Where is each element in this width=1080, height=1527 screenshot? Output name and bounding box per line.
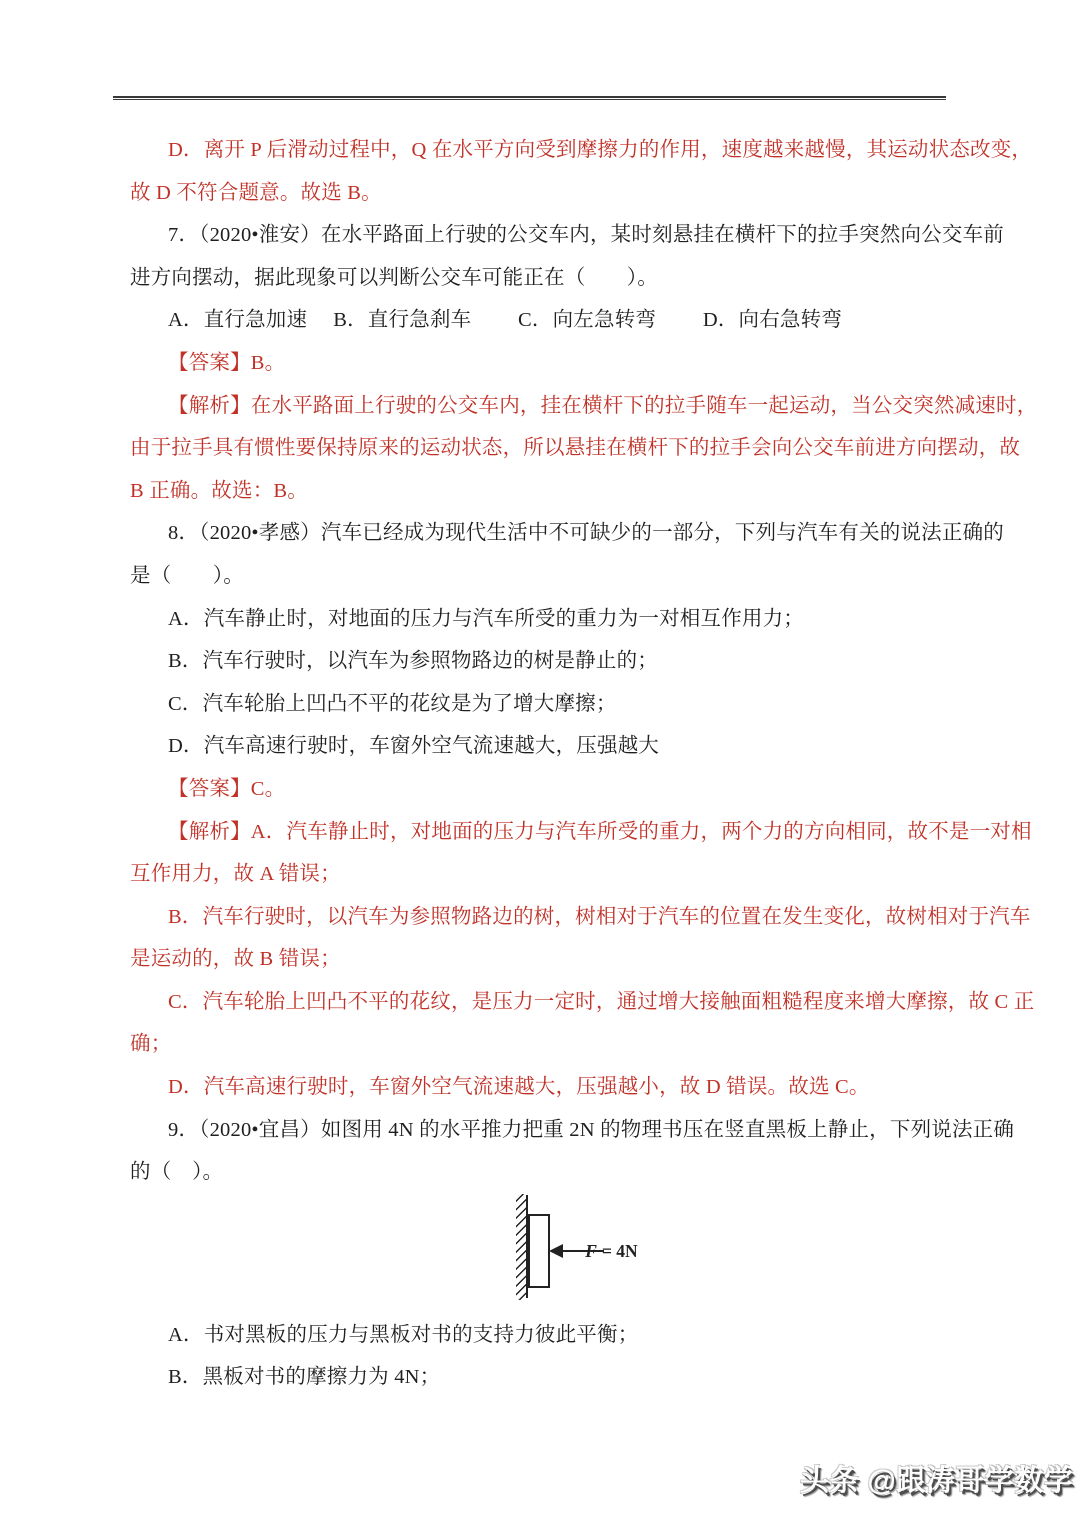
text-line: 故 D 不符合题意。故选 B。: [130, 181, 382, 204]
text-line: B．黑板对书的摩擦力为 4N；: [168, 1366, 441, 1389]
text-line: C．汽车轮胎上凹凸不平的花纹是为了增大摩擦；: [168, 692, 617, 715]
text-line: A．直行急加速 B．直行急刹车 C．向左急转弯 D．向右急转弯: [168, 309, 843, 332]
text-line: D．汽车高速行驶时，车窗外空气流速越大，压强越大: [168, 735, 660, 758]
wall-hatch-pattern: [516, 1194, 526, 1300]
text-line: 的（ ）。: [130, 1161, 224, 1184]
text-line: 由于拉手具有惯性要保持原来的运动状态，所以悬挂在横杆下的拉手会向公交车前进方向摆动，故: [130, 437, 1021, 460]
text-line: 【答案】C。: [168, 777, 286, 800]
text-line: C．汽车轮胎上凹凸不平的花纹，是压力一定时，通过增大接触面粗糙程度来增大摩擦，故 C 正: [168, 990, 1035, 1013]
text-block-lower: [130, 1314, 956, 1399]
text-block-upper: [130, 129, 1038, 1194]
physics-figure-book-on-blackboard: [130, 1194, 956, 1306]
text-line: 互作用力，故 A 错误；: [130, 863, 341, 886]
text-line: D．汽车高速行驶时，车窗外空气流速越大，压强越小，故 D 错误。故选 C。: [168, 1076, 870, 1099]
text-line: A．书对黑板的压力与黑板对书的支持力彼此平衡；: [168, 1323, 639, 1346]
text-line: B．汽车行驶时，以汽车为参照物路边的树是静止的；: [168, 650, 658, 673]
force-label: [559, 1220, 638, 1283]
text-line: 8．（2020•孝感）汽车已经成为现代生活中不可缺少的一部分，下列与汽车有关的说法正确的: [168, 522, 1004, 545]
text-line: 是（ ）。: [130, 564, 244, 587]
text-line: 是运动的，故 B 错误；: [130, 948, 341, 971]
watermark-text: 头条 @跟涛哥学数学: [800, 1465, 1074, 1497]
book-rect: [528, 1214, 550, 1288]
text-line: 【答案】B。: [168, 351, 286, 374]
document-body: [130, 129, 1038, 1399]
text-line: B 正确。故选：B。: [130, 479, 308, 502]
text-line: A．汽车静止时，对地面的压力与汽车所受的重力为一对相互作用力；: [168, 607, 805, 630]
text-line: 确；: [130, 1033, 172, 1056]
text-line: D．离开 P 后滑动过程中，Q 在水平方向受到摩擦力的作用，速度越来越慢，其运动状态改变，: [168, 139, 1033, 161]
text-line: 7．（2020•淮安）在水平路面上行驶的公交车内，某时刻悬挂在横杆下的拉手突然向公交车前: [168, 224, 1004, 247]
text-line: 【解析】在水平路面上行驶的公交车内，挂在横杆下的拉手随车一起运动，当公交突然减速时，: [168, 394, 1038, 417]
force-symbol: F: [585, 1240, 597, 1261]
header-divider-rule: [113, 96, 946, 100]
text-line: 【解析】A．汽车静止时，对地面的压力与汽车所受的重力，两个力的方向相同，故不是一对相: [168, 820, 1032, 843]
text-line: 进方向摆动，据此现象可以判断公交车可能正在（ ）。: [130, 266, 658, 289]
text-line: B．汽车行驶时，以汽车为参照物路边的树，树相对于汽车的位置在发生变化，故树相对于汽车: [168, 905, 1031, 928]
text-line: 9．（2020•宜昌）如图用 4N 的水平推力把重 2N 的物理书压在竖直黑板上静止，下列说法正确: [168, 1118, 1015, 1141]
force-value: = 4N: [601, 1240, 638, 1261]
